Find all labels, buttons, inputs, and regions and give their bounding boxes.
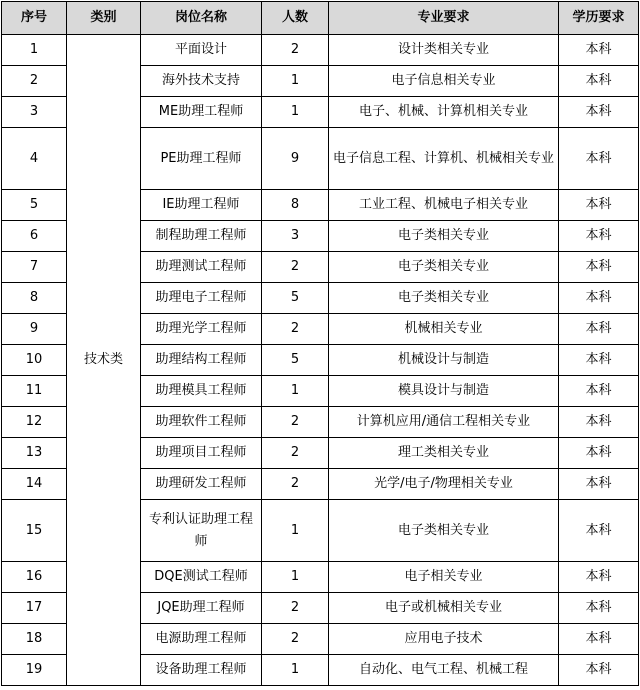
- cell-count: 1: [262, 562, 329, 593]
- cell-major: 电子或机械相关专业: [329, 593, 559, 624]
- cell-count: 1: [262, 500, 329, 562]
- cell-seq: 18: [2, 624, 67, 655]
- cell-education: 本科: [559, 66, 639, 97]
- table-body: [2, 35, 639, 686]
- cell-position: 助理电子工程师: [141, 283, 262, 314]
- cell-seq: 16: [2, 562, 67, 593]
- cell-major: 电子类相关专业: [329, 283, 559, 314]
- cell-seq: 9: [2, 314, 67, 345]
- cell-major: 计算机应用/通信工程相关专业: [329, 407, 559, 438]
- header-major: 专业要求: [329, 2, 559, 35]
- cell-education: 本科: [559, 314, 639, 345]
- cell-seq: 14: [2, 469, 67, 500]
- cell-position: 助理项目工程师: [141, 438, 262, 469]
- cell-seq: 2: [2, 66, 67, 97]
- cell-education: 本科: [559, 593, 639, 624]
- header-position: 岗位名称: [141, 2, 262, 35]
- cell-count: 2: [262, 593, 329, 624]
- cell-major: 机械设计与制造: [329, 345, 559, 376]
- header-row: [2, 2, 639, 35]
- cell-major: 电子类相关专业: [329, 221, 559, 252]
- cell-major: 电子、机械、计算机相关专业: [329, 97, 559, 128]
- cell-seq: 5: [2, 190, 67, 221]
- cell-seq: 7: [2, 252, 67, 283]
- cell-count: 3: [262, 221, 329, 252]
- cell-seq: 13: [2, 438, 67, 469]
- cell-count: 2: [262, 314, 329, 345]
- cell-seq: 17: [2, 593, 67, 624]
- header-count: 人数: [262, 2, 329, 35]
- cell-education: 本科: [559, 252, 639, 283]
- cell-education: 本科: [559, 283, 639, 314]
- cell-count: 2: [262, 252, 329, 283]
- cell-position: DQE测试工程师: [141, 562, 262, 593]
- cell-major: 电子相关专业: [329, 562, 559, 593]
- header-category: 类别: [67, 2, 141, 35]
- header-education: 学历要求: [559, 2, 639, 35]
- cell-education: 本科: [559, 500, 639, 562]
- cell-count: 5: [262, 345, 329, 376]
- cell-position: 设备助理工程师: [141, 655, 262, 686]
- cell-seq: 3: [2, 97, 67, 128]
- cell-major: 自动化、电气工程、机械工程: [329, 655, 559, 686]
- cell-count: 1: [262, 97, 329, 128]
- cell-seq: 10: [2, 345, 67, 376]
- cell-count: 9: [262, 128, 329, 190]
- table-header: [2, 2, 639, 35]
- cell-position: JQE助理工程师: [141, 593, 262, 624]
- cell-education: 本科: [559, 469, 639, 500]
- cell-education: 本科: [559, 376, 639, 407]
- cell-seq: 4: [2, 128, 67, 190]
- cell-count: 2: [262, 469, 329, 500]
- cell-count: 1: [262, 376, 329, 407]
- cell-education: 本科: [559, 407, 639, 438]
- cell-position: PE助理工程师: [141, 128, 262, 190]
- cell-major: 电子类相关专业: [329, 500, 559, 562]
- cell-major: 电子信息相关专业: [329, 66, 559, 97]
- cell-position: 助理模具工程师: [141, 376, 262, 407]
- cell-count: 1: [262, 66, 329, 97]
- cell-education: 本科: [559, 97, 639, 128]
- cell-major: 理工类相关专业: [329, 438, 559, 469]
- cell-major: 电子类相关专业: [329, 252, 559, 283]
- cell-count: 2: [262, 438, 329, 469]
- cell-position: 制程助理工程师: [141, 221, 262, 252]
- cell-major: 机械相关专业: [329, 314, 559, 345]
- cell-position: IE助理工程师: [141, 190, 262, 221]
- cell-seq: 8: [2, 283, 67, 314]
- cell-education: 本科: [559, 128, 639, 190]
- cell-major: 设计类相关专业: [329, 35, 559, 66]
- cell-major: 模具设计与制造: [329, 376, 559, 407]
- cell-position: 助理结构工程师: [141, 345, 262, 376]
- cell-position: 助理软件工程师: [141, 407, 262, 438]
- cell-major: 应用电子技术: [329, 624, 559, 655]
- cell-major: 光学/电子/物理相关专业: [329, 469, 559, 500]
- cell-count: 1: [262, 655, 329, 686]
- cell-position: 助理测试工程师: [141, 252, 262, 283]
- cell-education: 本科: [559, 190, 639, 221]
- cell-count: 2: [262, 407, 329, 438]
- cell-position: 专利认证助理工程师: [141, 500, 262, 562]
- cell-position: 助理光学工程师: [141, 314, 262, 345]
- cell-seq: 11: [2, 376, 67, 407]
- cell-category: 技术类: [67, 35, 141, 686]
- cell-position: 平面设计: [141, 35, 262, 66]
- cell-education: 本科: [559, 655, 639, 686]
- cell-seq: 12: [2, 407, 67, 438]
- cell-position: 助理研发工程师: [141, 469, 262, 500]
- cell-position: 电源助理工程师: [141, 624, 262, 655]
- cell-education: 本科: [559, 624, 639, 655]
- cell-education: 本科: [559, 35, 639, 66]
- cell-seq: 19: [2, 655, 67, 686]
- cell-count: 2: [262, 624, 329, 655]
- cell-major: 电子信息工程、计算机、机械相关专业: [329, 128, 559, 190]
- cell-education: 本科: [559, 438, 639, 469]
- cell-education: 本科: [559, 562, 639, 593]
- cell-education: 本科: [559, 345, 639, 376]
- cell-position: 海外技术支持: [141, 66, 262, 97]
- header-seq: 序号: [2, 2, 67, 35]
- table-row: [2, 35, 639, 66]
- cell-count: 5: [262, 283, 329, 314]
- cell-position: ME助理工程师: [141, 97, 262, 128]
- recruitment-table: [1, 1, 639, 686]
- cell-count: 2: [262, 35, 329, 66]
- cell-seq: 1: [2, 35, 67, 66]
- cell-seq: 15: [2, 500, 67, 562]
- cell-seq: 6: [2, 221, 67, 252]
- cell-major: 工业工程、机械电子相关专业: [329, 190, 559, 221]
- cell-education: 本科: [559, 221, 639, 252]
- cell-count: 8: [262, 190, 329, 221]
